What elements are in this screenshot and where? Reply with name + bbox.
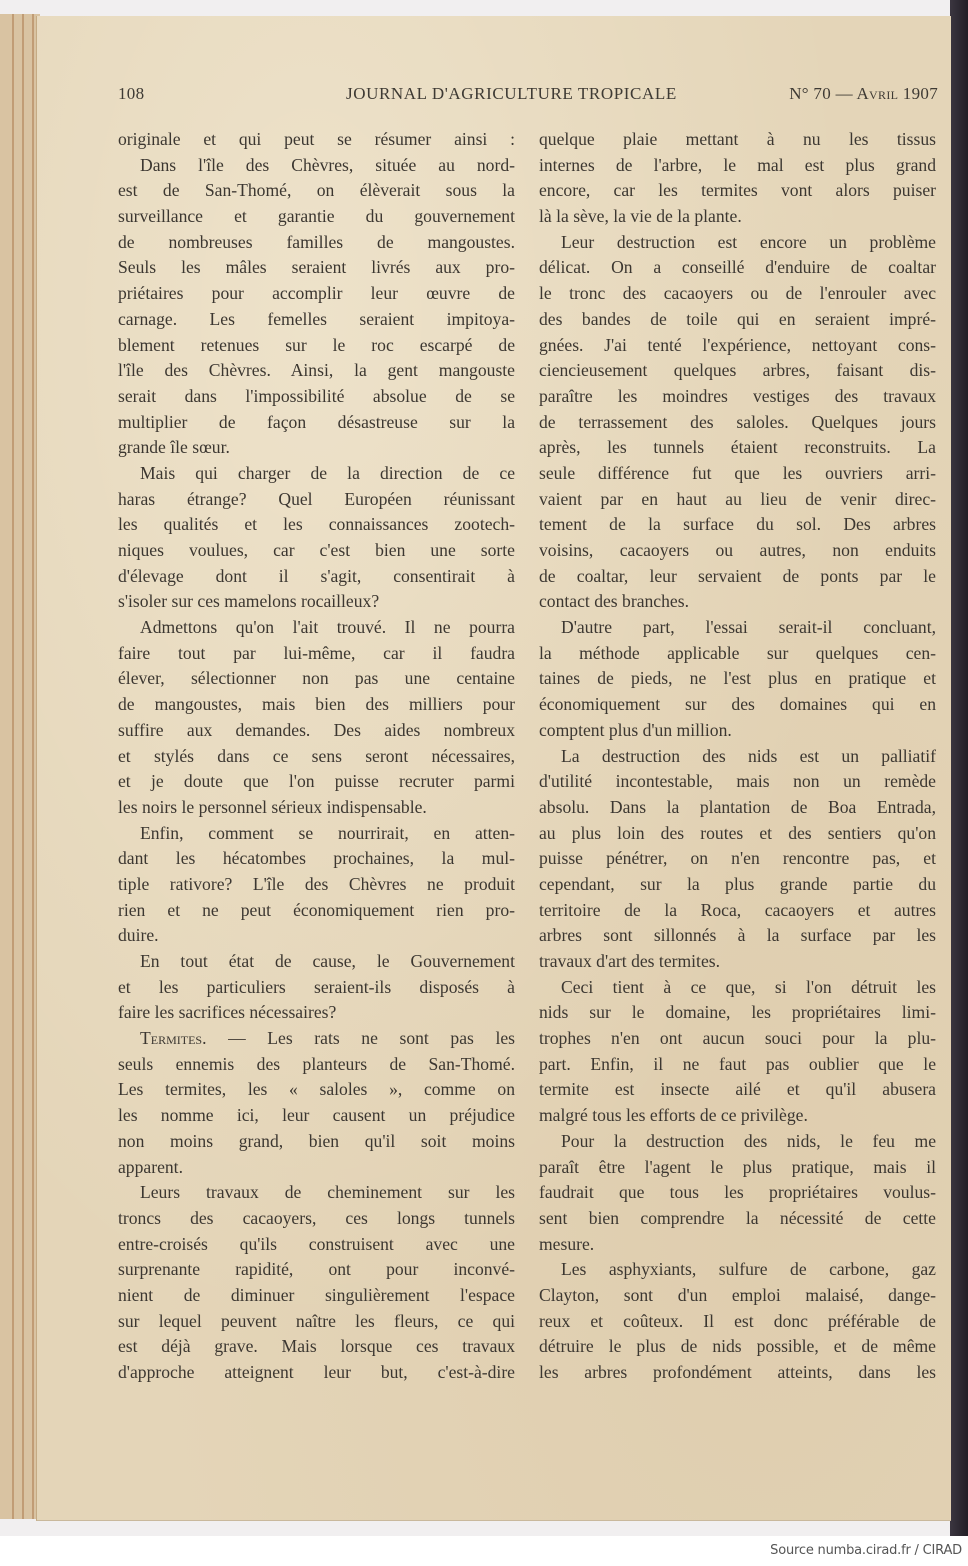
line-content [118, 1285, 515, 1305]
line-content [539, 257, 936, 277]
text-line [539, 692, 936, 718]
line-text: faire tout par lui-même, car il faudra [118, 642, 515, 663]
page-edge-line [12, 14, 14, 1519]
line-content [539, 1285, 936, 1305]
text-line [118, 718, 515, 744]
text-line [539, 1000, 936, 1026]
line-text: Les termites, les « saloles », comme on [118, 1079, 515, 1100]
text-line [118, 1360, 515, 1386]
line-text: d'élevage dont il s'agit, consentirait à [118, 565, 515, 586]
line-text: cependant, sur la plus grande partie du [539, 873, 936, 894]
line-text: paraître les moindres vestiges des travaux [539, 385, 936, 406]
text-line [539, 333, 936, 359]
text-line [118, 204, 515, 230]
line-content [140, 617, 515, 637]
text-line [118, 1257, 515, 1283]
line-text: et stylés dans ce sens seront nécessaires, [118, 745, 515, 766]
line-text: D'autre part, l'essai serait-il concluant, [561, 617, 936, 638]
line-text: Les rats ne sont pas les [267, 1028, 516, 1049]
text-line [539, 153, 936, 179]
issue-info: N° 70 — Avril 1907 [789, 84, 938, 103]
text-line [539, 923, 936, 949]
line-content [118, 283, 515, 303]
line-content [539, 412, 936, 432]
line-content [539, 668, 936, 688]
text-line [118, 641, 515, 667]
text-line [539, 769, 936, 795]
text-line [539, 1129, 936, 1155]
text-line [539, 1103, 936, 1129]
line-content [561, 746, 936, 766]
line-text: duire. [118, 925, 159, 946]
line-text: de terrassement des saloles. Quelques jours [539, 411, 936, 432]
line-text: originale et qui peut se résumer ainsi : [118, 129, 515, 149]
text-line [118, 1283, 515, 1309]
line-text: la méthode applicable sur quelques cen- [539, 642, 936, 663]
line-content [118, 771, 515, 791]
text-line [118, 255, 515, 281]
text-line [118, 487, 515, 513]
line-text: Clayton, sont d'un emploi malaisé, dange- [539, 1284, 936, 1305]
line-text: mesure. [539, 1233, 595, 1254]
line-text: faire les sacrifices nécessaires? [118, 1002, 337, 1023]
line-content [539, 900, 936, 920]
text-line [539, 1283, 936, 1309]
line-text: les noirs le personnel sérieux indispensable. [118, 796, 427, 817]
line-content [118, 643, 515, 663]
line-text: s'isoler sur ces mamelons rocailleux? [118, 591, 380, 612]
line-content [539, 874, 936, 894]
line-content [118, 232, 515, 252]
line-text: Leurs travaux de cheminement sur les [140, 1182, 515, 1203]
line-content [539, 335, 936, 355]
text-line [539, 281, 936, 307]
text-line [118, 1334, 515, 1360]
text-line [539, 1257, 936, 1283]
text-line [118, 589, 515, 615]
line-text: vaient par en haut au lieu de venir direc- [539, 488, 936, 509]
text-line [539, 615, 936, 641]
line-text: nient de diminuer singulièrement l'espace [118, 1284, 515, 1305]
text-line [118, 744, 515, 770]
line-content [118, 1311, 515, 1331]
line-text: territoire de la Roca, cacaoyers et autres [539, 899, 936, 920]
text-line [539, 538, 936, 564]
text-line [539, 744, 936, 770]
line-content [118, 360, 515, 380]
text-line [118, 307, 515, 333]
text-line [118, 538, 515, 564]
line-content [539, 180, 936, 200]
line-content [561, 1259, 936, 1279]
text-line [118, 821, 515, 847]
text-line [539, 307, 936, 333]
line-text: économiquement sur des domaines qui en [539, 694, 936, 715]
text-line [539, 1180, 936, 1206]
text-line [539, 1334, 936, 1360]
line-text: détruire le plus de nids possible, et de même [539, 1336, 936, 1357]
line-text: encore, car les termites vont alors puiser [539, 180, 936, 201]
line-content [539, 1362, 936, 1382]
text-line [539, 795, 936, 821]
line-content [118, 848, 515, 868]
source-caption: Source numba.cirad.fr / CIRAD [770, 1543, 962, 1558]
line-text: trophes n'en ont aucun souci pour la plu- [539, 1028, 936, 1049]
line-content [118, 977, 515, 997]
line-text: Enfin, comment se nourrirait, en atten- [140, 822, 515, 843]
line-content [561, 977, 936, 997]
line-text: Mais qui charger de la direction de ce [140, 462, 515, 483]
line-content [118, 1079, 515, 1099]
text-line [118, 1232, 515, 1258]
text-line [539, 846, 936, 872]
text-line [539, 461, 936, 487]
text-line [539, 1155, 936, 1181]
line-content [118, 489, 515, 509]
line-text: de coaltar, leur servaient de ponts par le [539, 565, 936, 586]
page-number: 108 [118, 84, 145, 103]
line-content [118, 257, 515, 277]
text-line [118, 1077, 515, 1103]
text-line [539, 435, 936, 461]
line-text: troncs des cacaoyers, ces longs tunnels [118, 1207, 515, 1228]
left-column [118, 127, 515, 1386]
text-line [118, 153, 515, 179]
line-text: les arbres profondément atteints, dans les [539, 1362, 936, 1382]
text-line [118, 872, 515, 898]
page-edge-line [22, 14, 24, 1519]
line-content [118, 1336, 515, 1356]
line-text: de nombreuses familles de mangoustes. [118, 231, 515, 252]
line-content [539, 823, 936, 843]
text-line [118, 435, 515, 461]
running-head [118, 84, 938, 108]
line-content [539, 771, 936, 791]
text-line [539, 666, 936, 692]
text-line [539, 718, 936, 744]
line-text: niques voulues, car c'est bien une sorte [118, 540, 515, 560]
line-text: surveillance et garantie du gouvernement [118, 206, 515, 227]
line-text: reux et coûteux. Il est donc préférable de [539, 1310, 936, 1331]
line-content [539, 1079, 936, 1099]
line-content [539, 1208, 936, 1228]
line-text: le tronc des cacaoyers ou de l'enrouler avec [539, 283, 936, 304]
text-line [118, 666, 515, 692]
text-line [539, 512, 936, 538]
line-text: ciencieusement quelques arbres, faisant dis- [539, 360, 936, 381]
line-content [118, 1208, 515, 1228]
line-content [118, 746, 515, 766]
scanner-edge [950, 0, 968, 1536]
line-text: La destruction des nids est un palliatif [561, 745, 936, 766]
line-text: et je doute que l'on puisse recruter parmi [118, 771, 515, 792]
line-content [539, 1157, 936, 1177]
text-line [539, 487, 936, 513]
text-line [118, 1180, 515, 1206]
text-line [539, 127, 936, 153]
line-content [539, 129, 936, 149]
text-line [539, 641, 936, 667]
line-content [118, 1105, 515, 1125]
text-line [539, 1077, 936, 1103]
line-text: suffire aux demandes. Des aides nombreux [118, 719, 515, 740]
line-text: des bandes de toile qui en seraient impré- [539, 308, 936, 329]
text-line [539, 1026, 936, 1052]
line-text: non moins grand, bien qu'il soit moins [118, 1130, 515, 1151]
line-content [118, 386, 515, 406]
line-content [118, 1362, 515, 1382]
text-line [118, 410, 515, 436]
text-line [539, 204, 936, 230]
text-line [118, 178, 515, 204]
text-line [118, 512, 515, 538]
line-text: priétaires pour accomplir leur œuvre de [118, 283, 515, 304]
line-text: travaux d'art des termites. [539, 951, 720, 971]
line-content [561, 617, 936, 637]
line-text: paraît être l'agent le plus pratique, mais il [539, 1156, 936, 1177]
line-text: carnage. Les femelles seraient impitoya- [118, 308, 515, 329]
text-line [539, 1309, 936, 1335]
line-text: d'utilité incontestable, mais non un remède [539, 771, 936, 792]
line-text: arbres sont sillonnés à la surface par les [539, 925, 936, 946]
line-text: après, les tunnels étaient reconstruits. La [539, 437, 936, 458]
line-content [118, 335, 515, 355]
line-content [140, 823, 515, 843]
text-line [539, 358, 936, 384]
line-content [118, 1131, 515, 1151]
line-content [140, 463, 515, 483]
line-content [539, 309, 936, 329]
line-content [539, 386, 936, 406]
text-line [539, 1360, 936, 1386]
line-text: quelque plaie mettant à nu les tissus [539, 129, 936, 149]
line-text: internes de l'arbre, le mal est plus grand [539, 154, 936, 175]
line-text: multiplier de façon désastreuse sur la [118, 411, 515, 432]
line-content [140, 1028, 515, 1048]
line-text: au plus loin des routes et des sentiers qu'on [539, 822, 936, 843]
text-line [118, 384, 515, 410]
line-content [118, 874, 515, 894]
text-line [539, 564, 936, 590]
text-line [539, 230, 936, 256]
line-text: absolu. Dans la plantation de Boa Entrada, [539, 796, 936, 817]
text-line [118, 230, 515, 256]
page-edge-stack [0, 14, 40, 1519]
line-content [118, 694, 515, 714]
line-text: les qualités et les connaissances zootech- [118, 514, 515, 535]
line-content [118, 668, 515, 688]
line-content [539, 463, 936, 483]
line-content [539, 797, 936, 817]
text-line [118, 333, 515, 359]
text-line [118, 1155, 515, 1181]
line-text: rien et ne peut économiquement rien pro- [118, 899, 515, 920]
line-content [539, 489, 936, 509]
line-content [118, 1259, 515, 1279]
line-text: voisins, cacaoyers ou autres, non enduits [539, 540, 936, 560]
line-content [539, 1028, 936, 1048]
line-text: les nomme ici, leur causent un préjudice [118, 1105, 515, 1126]
line-content [140, 1182, 515, 1202]
line-text: est déjà grave. Mais lorsque ces travaux [118, 1336, 515, 1357]
text-line [539, 178, 936, 204]
line-text: contact des branches. [539, 591, 689, 612]
line-content [118, 1054, 515, 1074]
line-content [539, 566, 936, 586]
line-text: grande île sœur. [118, 437, 230, 458]
line-text: termite est insecte ailé et qu'il abusera [539, 1079, 936, 1100]
text-line [539, 255, 936, 281]
line-content [118, 1234, 515, 1254]
line-text: part. Enfin, il ne faut pas oublier que le [539, 1053, 936, 1074]
line-text: Admettons qu'on l'ait trouvé. Il ne pourra [140, 617, 515, 638]
line-text: dant les hécatombes prochaines, la mul- [118, 848, 515, 869]
line-text: haras étrange? Quel Européen réunissant [118, 488, 515, 509]
text-line [539, 589, 936, 615]
line-content [539, 155, 936, 175]
line-content [539, 1002, 936, 1022]
line-text: malgré tous les efforts de ce privilège. [539, 1105, 808, 1126]
line-content [118, 514, 515, 534]
text-line [539, 821, 936, 847]
line-text: Leur destruction est encore un problème [561, 231, 936, 252]
line-text: d'approche atteignent leur but, c'est-à-dire [118, 1362, 515, 1382]
line-content [118, 412, 515, 432]
line-content [561, 232, 936, 252]
line-text: sent bien comprendre la nécessité de cette [539, 1207, 936, 1228]
text-line [539, 1232, 936, 1258]
line-content [118, 206, 515, 226]
line-text: Les asphyxiants, sulfure de carbone, gaz [561, 1259, 936, 1280]
line-text: En tout état de cause, le Gouvernement [140, 951, 515, 971]
text-line [539, 898, 936, 924]
text-line [539, 410, 936, 436]
text-line [118, 1000, 515, 1026]
line-text: tement de la surface du sol. Des arbres [539, 514, 936, 535]
line-content [118, 720, 515, 740]
text-line [118, 846, 515, 872]
line-text: délicat. On a conseillé d'enduire de coaltar [539, 257, 936, 278]
line-content [539, 437, 936, 457]
text-line [539, 384, 936, 410]
text-line [118, 949, 515, 975]
text-line [118, 1129, 515, 1155]
text-line [118, 461, 515, 487]
text-line [118, 1052, 515, 1078]
line-text: seule différence fut que les ouvriers arri- [539, 462, 936, 483]
line-text: l'île des Chèvres. Ainsi, la gent mangouste [118, 360, 515, 381]
line-content [140, 155, 515, 175]
line-content [118, 129, 515, 149]
line-content [561, 1131, 936, 1151]
line-content [539, 1054, 936, 1074]
line-content [118, 566, 515, 586]
text-line [118, 564, 515, 590]
line-content [539, 540, 936, 560]
line-content [539, 1182, 936, 1202]
line-text: Seuls les mâles seraient livrés aux pro- [118, 257, 515, 278]
line-text: tiple rativore? L'île des Chèvres ne produit [118, 873, 515, 894]
line-text: surprenante rapidité, ont pour inconvé- [118, 1259, 515, 1280]
text-line [118, 1026, 515, 1052]
line-content [539, 1336, 936, 1356]
text-line [118, 923, 515, 949]
text-line [118, 127, 515, 153]
line-text: élever, sélectionner non pas une centaine [118, 668, 515, 689]
line-content [118, 540, 515, 560]
line-content [118, 180, 515, 200]
line-text: serait dans l'impossibilité absolue de se [118, 385, 515, 406]
text-line [539, 949, 936, 975]
line-text: sur lequel peuvent naître les fleurs, ce qui [118, 1310, 515, 1331]
text-line [118, 615, 515, 641]
text-line [539, 1206, 936, 1232]
line-text: Dans l'île des Chèvres, située au nord- [140, 154, 515, 175]
text-line [118, 358, 515, 384]
line-content [539, 694, 936, 714]
line-text: Ceci tient à ce que, si l'on détruit les [561, 976, 936, 997]
line-text: faudrait que tous les propriétaires voulus- [539, 1182, 936, 1203]
journal-title: JOURNAL D'AGRICULTURE TROPICALE [346, 84, 677, 103]
line-content [539, 1311, 936, 1331]
text-line [118, 795, 515, 821]
page-edge-line [32, 14, 34, 1519]
line-text: puisse pénétrer, on n'en rencontre pas, et [539, 848, 936, 869]
text-line [118, 898, 515, 924]
line-text: comptent plus d'un million. [539, 719, 732, 740]
text-line [118, 1309, 515, 1335]
section-heading: Termites. — [140, 1028, 268, 1049]
line-text: apparent. [118, 1156, 183, 1177]
text-line [118, 769, 515, 795]
text-line [118, 1103, 515, 1129]
text-line [539, 872, 936, 898]
line-text: de mangoustes, mais bien des milliers pour [118, 694, 515, 715]
line-content [539, 848, 936, 868]
line-content [539, 925, 936, 945]
line-text: est de San-Thomé, on élèverait sous la [118, 180, 515, 201]
text-line [118, 1206, 515, 1232]
line-text: Pour la destruction des nids, le feu me [561, 1130, 936, 1151]
line-content [539, 643, 936, 663]
line-content [539, 360, 936, 380]
line-text: entre-croisés qu'ils construisent avec une [118, 1233, 515, 1254]
right-column [539, 127, 936, 1386]
line-text: nids sur le domaine, les propriétaires limi- [539, 1002, 936, 1023]
line-content [118, 309, 515, 329]
line-text: gnées. J'ai tenté l'expérience, nettoyant cons- [539, 334, 936, 355]
line-text: taines de pieds, ne l'est plus en pratique et [539, 668, 936, 689]
line-content [140, 951, 515, 971]
text-line [118, 692, 515, 718]
line-content [539, 514, 936, 534]
line-content [118, 900, 515, 920]
line-text: blement retenues sur le roc escarpé de [118, 334, 515, 355]
text-line [539, 975, 936, 1001]
text-line [118, 975, 515, 1001]
line-content [539, 283, 936, 303]
line-text: là la sève, la vie de la plante. [539, 206, 742, 227]
text-line [539, 1052, 936, 1078]
line-text: et les particuliers seraient-ils disposés à [118, 976, 515, 997]
text-line [118, 281, 515, 307]
line-text: seuls ennemis des planteurs de San-Thomé. [118, 1053, 515, 1074]
